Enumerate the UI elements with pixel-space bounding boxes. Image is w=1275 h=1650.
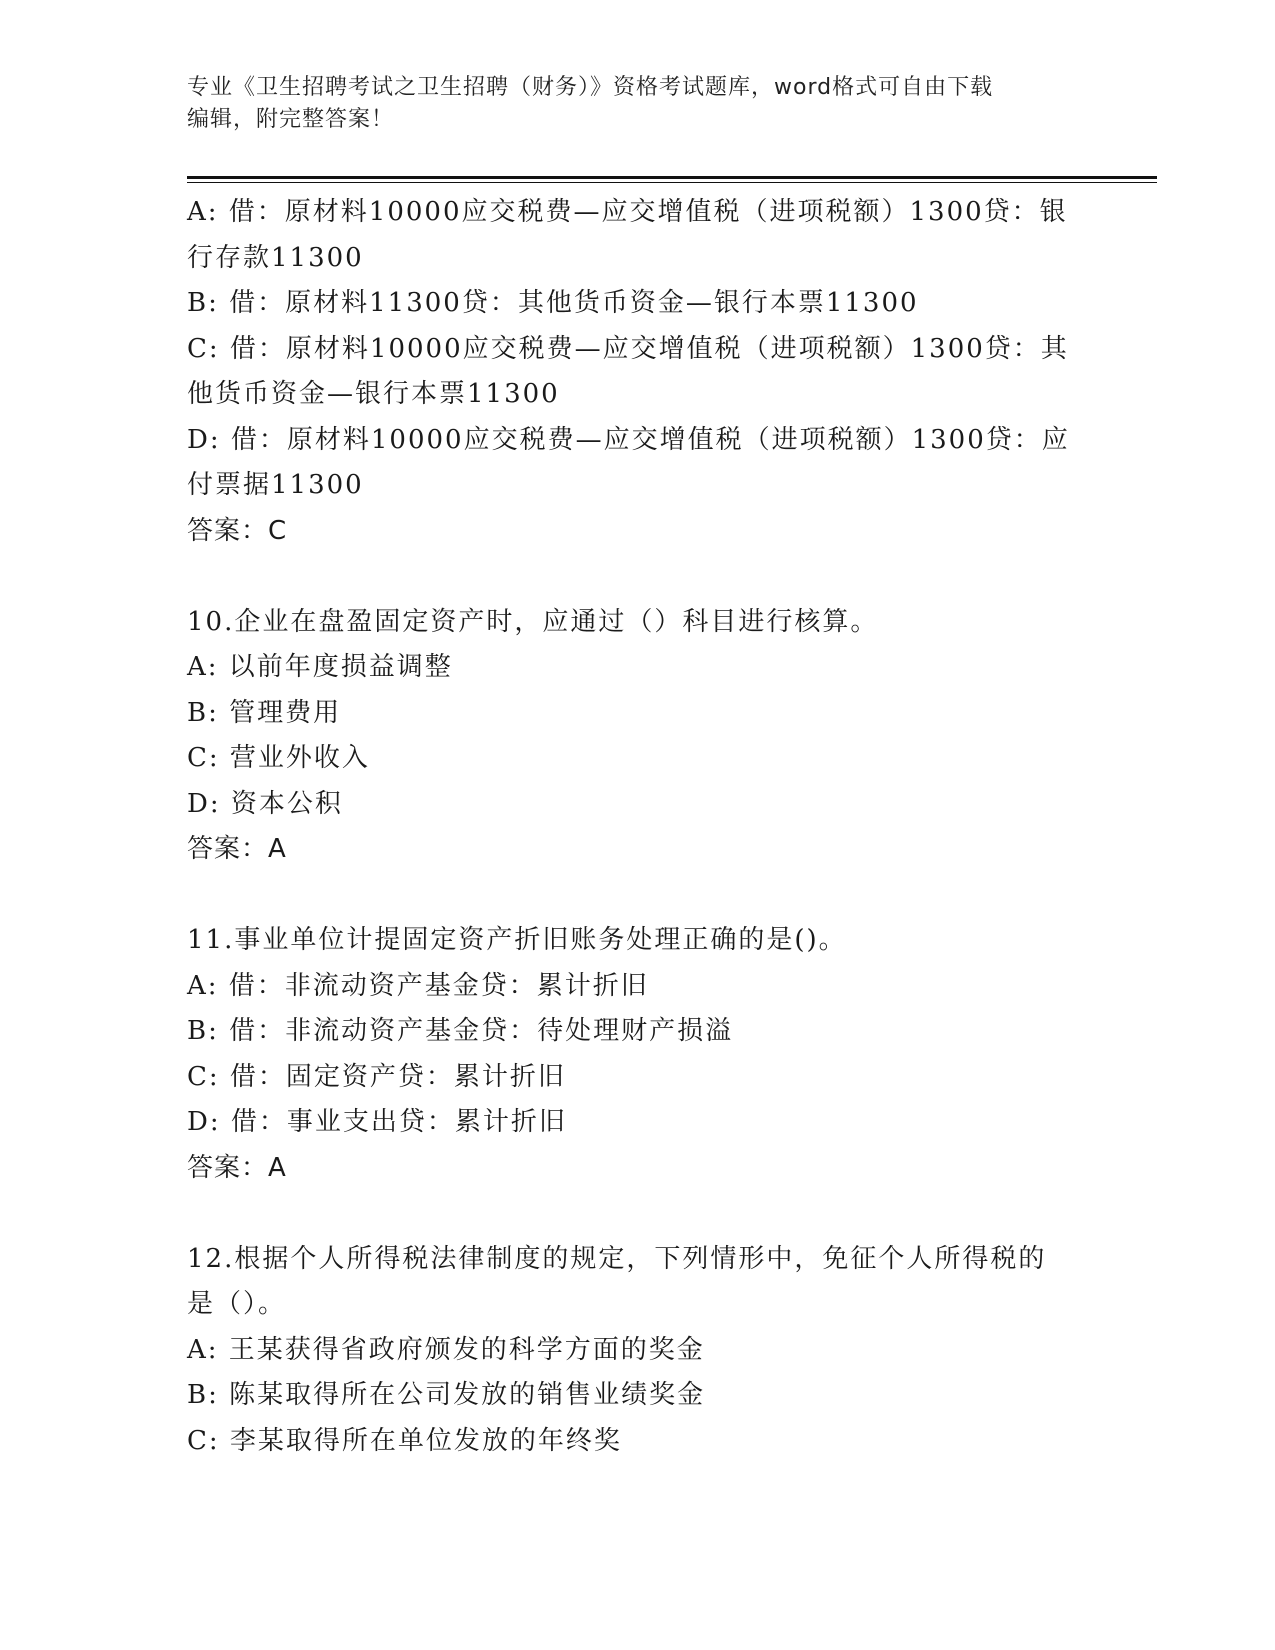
option-d: D: 资本公积 [187, 788, 343, 819]
option-c-line-2: 他货币资金—银行本票11300 [187, 379, 560, 409]
option-b: B: 陈某取得所在公司发放的销售业绩奖金 [187, 1380, 706, 1410]
option-c: C: 李某取得所在单位发放的年终奖 [187, 1425, 622, 1456]
header-line-1: 专业《卫生招聘考试之卫生招聘（财务）》资格考试题库，word格式可自由下载 [187, 75, 994, 100]
option-a-line-2: 行存款11300 [187, 242, 364, 273]
option-d: D: 借：事业支出贷：累计折旧 [187, 1107, 567, 1137]
question-content [187, 190, 1087, 1464]
question-9-options [187, 190, 1087, 554]
header-divider-thick [187, 176, 1157, 179]
question-11 [187, 918, 1087, 1191]
option-a-line-1: A: 借：原材料10000应交税费—应交增值税（进项税额）1300贷：银 [187, 197, 1068, 227]
spacer [187, 554, 1087, 600]
option-b: B: 管理费用 [187, 697, 342, 728]
question-stem: 11.事业单位计提固定资产折旧账务处理正确的是()。 [187, 925, 847, 955]
option-c: C: 借：固定资产贷：累计折旧 [187, 1061, 566, 1092]
spacer [187, 873, 1087, 919]
option-d-line-1: D: 借：原材料10000应交税费—应交增值税（进项税额）1300贷：应 [187, 424, 1070, 455]
header-line-2: 编辑，附完整答案！ [187, 107, 395, 132]
question-12 [187, 1237, 1087, 1465]
header-divider-thin [187, 182, 1157, 183]
answer-line: 答案：A [187, 1152, 287, 1183]
option-c-line-1: C: 借：原材料10000应交税费—应交增值税（进项税额）1300贷：其 [187, 333, 1069, 364]
answer-line: 答案：A [187, 834, 287, 864]
option-a: A: 借：非流动资产基金贷：累计折旧 [187, 970, 649, 1001]
option-d-line-2: 付票据11300 [187, 470, 364, 500]
question-10 [187, 600, 1087, 873]
spacer [187, 1191, 1087, 1237]
option-b: B: 借：原材料11300贷：其他货币资金—银行本票11300 [187, 288, 919, 318]
question-stem-line-1: 12.根据个人所得税法律制度的规定，下列情形中，免征个人所得税的 [187, 1243, 1047, 1274]
question-stem-line-2: 是（）。 [187, 1289, 287, 1319]
option-a: A: 王某获得省政府颁发的科学方面的奖金 [187, 1334, 705, 1365]
option-c: C: 营业外收入 [187, 743, 370, 773]
option-a: A: 以前年度损益调整 [187, 652, 453, 682]
question-stem: 10.企业在盘盈固定资产时，应通过（）科目进行核算。 [187, 606, 879, 637]
option-b: B: 借：非流动资产基金贷：待处理财产损溢 [187, 1016, 734, 1046]
document-header [187, 72, 1087, 136]
answer-line: 答案：C [187, 515, 288, 546]
